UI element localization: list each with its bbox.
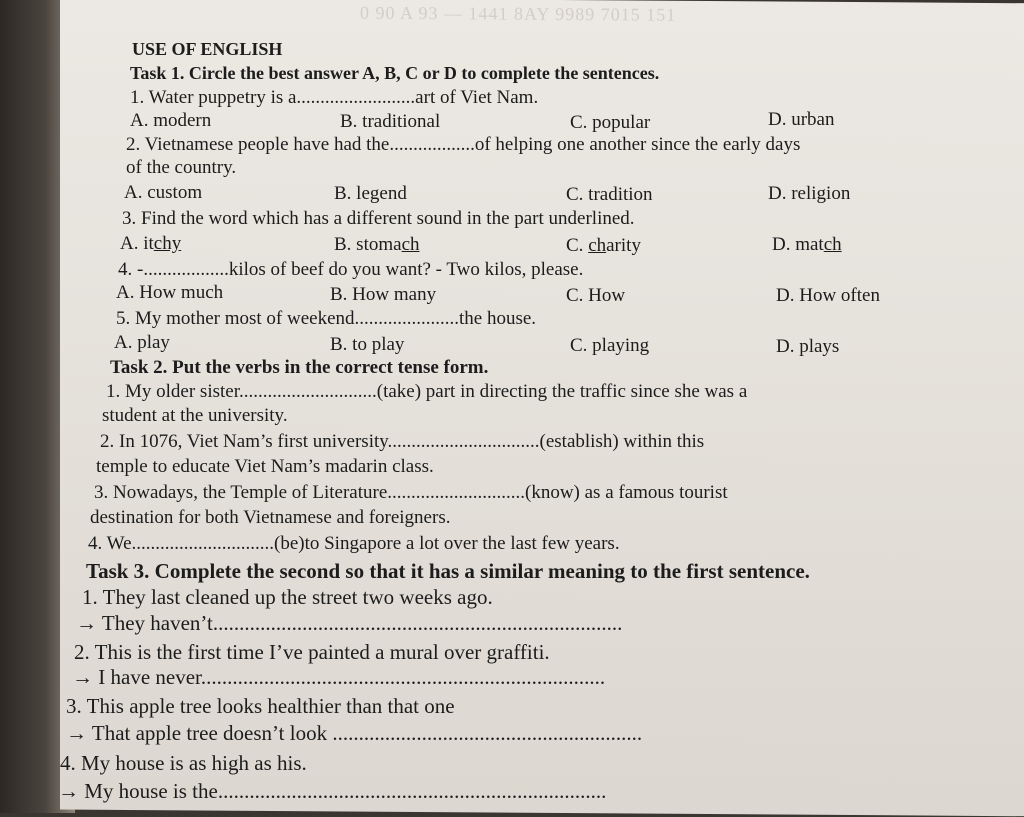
task2-line-7: 4. We..............................(be)to Singapore a lot over the last few years. [88,533,620,554]
q1-option-c[interactable]: C. popular [570,112,651,133]
q3-c-suffix: arity [606,235,641,256]
task3-sentence-2: 2. This is the first time I’ve painted a mural over graffiti. [74,640,550,664]
q2-option-d[interactable]: D. religion [768,183,851,204]
task3-sentence-1: 1. They last cleaned up the street two weeks ago. [82,585,493,609]
section-header: USE OF ENGLISH [132,39,283,59]
q3-b-prefix: B. stoma [334,234,402,255]
q5-option-b[interactable]: B. to play [330,334,405,355]
task3-sentence-4: 4. My house is as high as his. [60,751,307,775]
q3-c-prefix: C. [566,235,589,256]
q3-option-c[interactable] [566,235,641,257]
task3-title: Task 3. Complete the second so that it has a similar meaning to the first sentence. [86,559,810,583]
task3-rewrite-3[interactable]: → That apple tree doesn’t look ........................................................... [66,721,643,745]
q2-option-c[interactable]: C. tradition [566,184,653,205]
q5-option-a[interactable]: A. play [114,332,170,353]
q3-option-d[interactable] [772,234,842,256]
q3-option-b[interactable] [334,234,420,256]
task2-line-6: destination for both Vietnamese and foreigners. [90,507,451,528]
task3-rewrite-1[interactable]: → They haven’t.............................................................................. [76,611,623,635]
q4-option-d[interactable]: D. How often [776,285,880,306]
q4-option-a[interactable]: A. How much [116,282,224,303]
q3-b-underlined: ch [401,234,420,255]
q3-a-prefix: A. it [120,233,154,254]
q5-option-c[interactable]: C. playing [570,335,650,356]
bleed-through-text: 0 90 A 93 — 1441 8AY 9989 7015 151 [360,2,677,25]
q4-option-b[interactable]: B. How many [330,284,437,305]
q3-d-underlined: ch [823,234,842,255]
q4-option-c[interactable]: C. How [566,285,626,306]
q2-option-b[interactable]: B. legend [334,183,407,204]
q3-a-underlined: chy [153,233,182,254]
task2-line-2: student at the university. [102,405,288,426]
task3-rewrite-2[interactable]: → I have never............................................................................. [72,665,606,689]
task1-title: Task 1. Circle the best answer A, B, C or D to complete the sentences. [130,63,660,83]
q1-text: 1. Water puppetry is a.........................art of Viet Nam. [130,87,539,108]
q2-text-line1: 2. Vietnamese people have had the..................of helping one another since the early days [126,134,801,155]
q4-text: 4. -..................kilos of beef do you want? - Two kilos, please. [118,259,584,280]
q5-option-d[interactable]: D. plays [776,336,840,357]
q3-c-underlined: ch [588,235,607,256]
task2-line-5: 3. Nowadays, the Temple of Literature.............................(know) as a famous tourist [94,482,728,503]
q3-d-prefix: D. mat [772,234,824,255]
task3-rewrite-4[interactable]: → My house is the.......................................................................... [58,779,607,803]
task2-line-3: 2. In 1076, Viet Nam’s first university................................(establish) within this [100,431,705,452]
q2-option-a[interactable]: A. custom [124,182,203,203]
q1-option-d[interactable]: D. urban [768,109,835,130]
q3-text: 3. Find the word which has a different sound in the part underlined. [122,208,635,229]
task2-line-1: 1. My older sister.............................(take) part in directing the traffic since she was a [106,381,748,402]
q1-option-b[interactable]: B. traditional [340,111,441,132]
task2-title: Task 2. Put the verbs in the correct tense form. [110,357,489,378]
task3-sentence-3: 3. This apple tree looks healthier than that one [66,694,455,718]
q3-option-a[interactable] [120,233,181,255]
task2-line-4: temple to educate Viet Nam’s madarin class. [96,456,434,477]
q5-text: 5. My mother most of weekend......................the house. [116,308,537,329]
q1-option-a[interactable]: A. modern [130,110,212,131]
q2-text-line2: of the country. [126,157,237,178]
